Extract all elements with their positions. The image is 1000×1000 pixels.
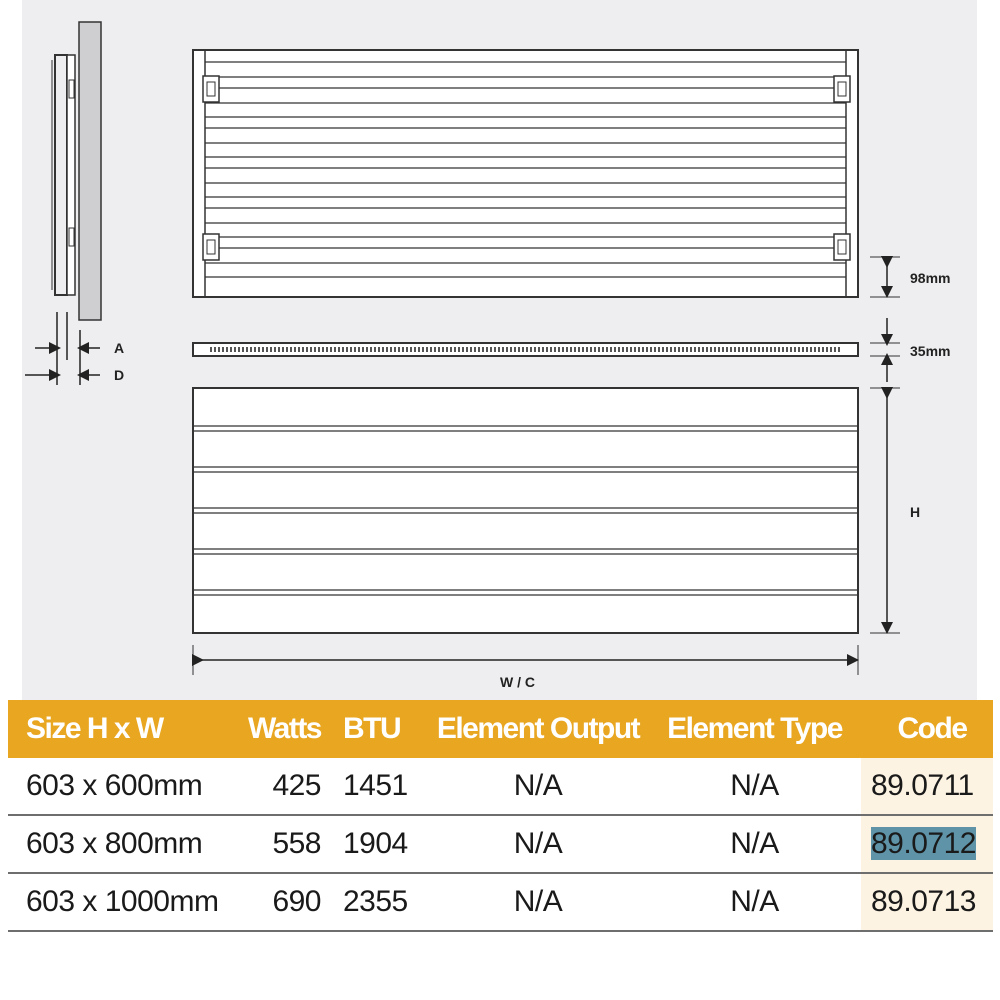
top-view [193, 343, 858, 356]
dimension-height [870, 388, 920, 633]
specification-table [8, 700, 993, 932]
table-row [8, 873, 993, 931]
cell-watts: 558 [233, 815, 325, 873]
dimension-98mm [870, 257, 950, 297]
cell-btu: 1451 [325, 758, 428, 815]
cell-element-type: N/A [648, 815, 861, 873]
table-row [8, 758, 993, 815]
cell-element-type: N/A [648, 758, 861, 815]
header-element-type: Element Type [648, 700, 861, 758]
cell-code[interactable]: 89.0711 [861, 758, 993, 815]
header-code: Code [861, 700, 993, 758]
label-98mm: 98mm [910, 270, 951, 286]
label-d: D [114, 367, 125, 383]
header-size: Size H x W [8, 700, 233, 758]
cell-btu: 2355 [325, 873, 428, 931]
cell-watts: 425 [233, 758, 325, 815]
header-watts: Watts [233, 700, 325, 758]
selected-code-text[interactable]: 89.0712 [871, 827, 976, 860]
cell-element-output: N/A [428, 758, 648, 815]
rear-view [193, 50, 858, 297]
cell-element-type: N/A [648, 873, 861, 931]
label-h: H [910, 504, 921, 520]
label-35mm: 35mm [910, 343, 951, 359]
dimension-width [193, 645, 858, 690]
label-wc: W / C [500, 674, 535, 690]
cell-element-output: N/A [428, 873, 648, 931]
depth-dimensions [25, 312, 124, 385]
cell-code-selected[interactable] [861, 815, 993, 873]
cell-element-output: N/A [428, 815, 648, 873]
label-a: A [114, 340, 125, 356]
side-view [52, 22, 101, 320]
cell-size: 603 x 600mm [8, 758, 233, 815]
cell-size: 603 x 800mm [8, 815, 233, 873]
header-element-output: Element Output [428, 700, 648, 758]
cell-btu: 1904 [325, 815, 428, 873]
header-btu: BTU [325, 700, 428, 758]
cell-code[interactable]: 89.0713 [861, 873, 993, 931]
cell-size: 603 x 1000mm [8, 873, 233, 931]
dimension-35mm [870, 318, 950, 382]
front-view [193, 388, 858, 633]
table-row [8, 815, 993, 873]
table-header-row [8, 700, 993, 758]
cell-watts: 690 [233, 873, 325, 931]
